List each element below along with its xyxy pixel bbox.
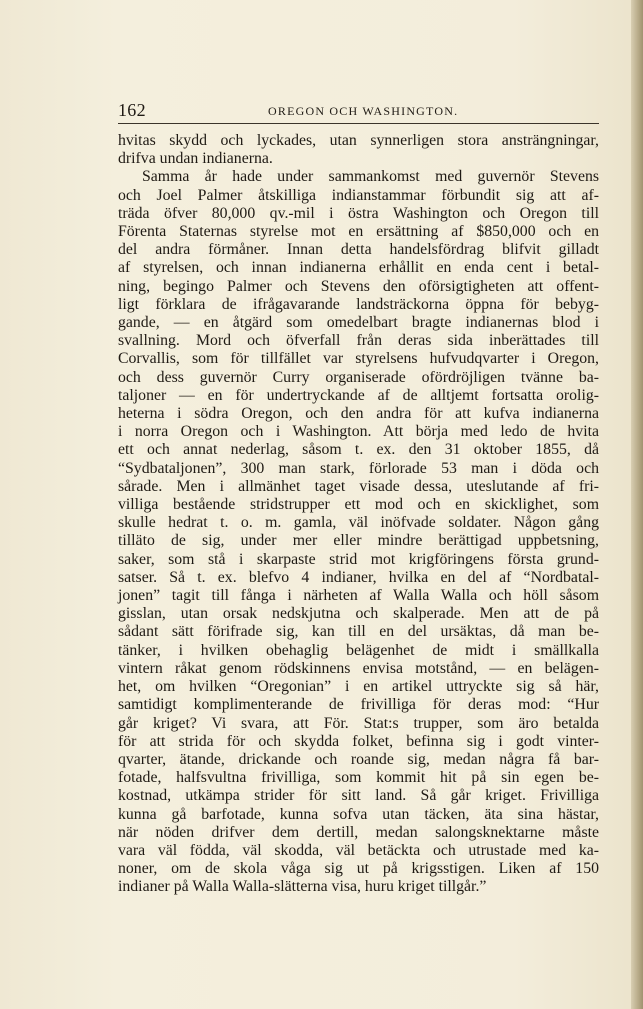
text-line: fotade, halfsvultna frivilliga, som kommit hit på sin egen be- xyxy=(118,769,599,787)
page-number: 162 xyxy=(118,100,146,120)
text-line: och dess guvernör Curry organiserade ofördröjligen tvänne ba- xyxy=(118,368,599,386)
running-title: OREGON OCH WASHINGTON. xyxy=(268,104,459,118)
text-line: Förenta Staternas styrelse mot en ersättning af $850,000 och en xyxy=(118,223,599,241)
text-line: del andra förmåner. Innan detta handelsfördrag blifvit gilladt xyxy=(118,241,599,259)
text-line: taljoner — en för undertryckande af de alltjemt fortsatta orolig- xyxy=(118,386,599,404)
text-line: ligt förklara de ifrågavarande landsträckorna öppna för bebyg- xyxy=(118,295,599,313)
text-line: för att strida för och skydda folket, befinna sig i godt vinter- xyxy=(118,732,599,750)
text-line: när nöden drifver dem dertill, medan salongsknektarne måste xyxy=(118,823,599,841)
text-line: villiga bestående stridstrupper ett mod och en skicklighet, som xyxy=(118,496,599,514)
text-line: qvarter, ätande, drickande och roande sig, medan några få bar- xyxy=(118,750,599,768)
text-line: drifva undan indianerna. xyxy=(118,150,273,168)
text-line: svallning. Mord och öfverfall från deras sida inberättades till xyxy=(118,332,599,350)
text-line: kostnad, utkämpa strider för sitt land. Så går kriget. Frivilliga xyxy=(118,787,599,805)
text-line: jonen” tagit till fånga i närheten af Walla Walla och höll såsom xyxy=(118,587,599,605)
text-line: ning, begingo Palmer och Stevens den oförsigtigheten att offent- xyxy=(118,277,599,295)
page-binding-edge xyxy=(631,0,643,1009)
text-line: tilläto de sig, under mer eller mindre berättigad uppbetsning, xyxy=(118,532,599,550)
text-line: kunna gå barfotade, kunna sofva utan täcken, äta sina hästar, xyxy=(118,805,599,823)
text-line: Corvallis, som för tillfället var styrelsens hufvudqvarter i Oregon, xyxy=(118,350,599,368)
text-line: hvitas skydd och lyckades, utan synnerligen stora ansträngningar, xyxy=(118,132,599,149)
body-text xyxy=(118,132,599,897)
text-line: gande, — en åtgärd som omedelbart bragte indianernas blod i xyxy=(118,314,599,332)
text-line: vara väl födda, väl skodda, väl betäckta och utrustade med ka- xyxy=(118,841,599,859)
text-line: Samma år hade under sammankomst med guvernör Stevens xyxy=(142,168,599,186)
text-line: och Joel Palmer åtskilliga indianstammar förbundit sig att af- xyxy=(118,186,599,204)
text-line: saker, som stå i skarpaste strid mot krigföringens första grund- xyxy=(118,550,599,568)
text-line: vintern råkat genom rödskinnens envisa motstånd, — en belägen- xyxy=(118,659,599,677)
text-line: tänker, i hvilken obehaglig belägenhet de midt i smällkalla xyxy=(118,641,599,659)
text-line: satser. Så t. ex. blefvo 4 indianer, hvilka en del af “Nordbatal- xyxy=(118,568,599,586)
text-line: noner, om de skola våga sig ut på krigsstigen. Liken af 150 xyxy=(118,860,599,878)
text-line: heterna i södra Oregon, och den andra för att kufva indianerna xyxy=(118,405,599,423)
text-line: träda öfver 80,000 qv.-mil i östra Washington och Oregon till xyxy=(118,204,599,222)
text-line: gisslan, utan orsak nedskjutna och skalperade. Men att de på xyxy=(118,605,599,623)
header-rule xyxy=(118,123,599,124)
text-line: i norra Oregon och i Washington. Att börja med ledo de hvita xyxy=(118,423,599,441)
text-line: “Sydbataljonen”, 300 man stark, förlorade 53 man i döda och xyxy=(118,459,599,477)
text-line: ett och annat nederlag, såsom t. ex. den 31 oktober 1855, då xyxy=(118,441,599,459)
text-line: af styrelsen, och innan indianerna erhållit en enda cent i betal- xyxy=(118,259,599,277)
text-line: indianer på Walla Walla-slätterna visa, huru kriget tillgår.” xyxy=(118,878,487,896)
running-header xyxy=(118,100,598,122)
text-line: går kriget? Vi svara, att För. Stat:s trupper, som äro betalda xyxy=(118,714,599,732)
text-line: het, om hvilken “Oregonian” i en artikel uttryckte sig så här, xyxy=(118,678,599,696)
text-line: samtidigt komplimenterande de frivilliga för deras mod: “Hur xyxy=(118,696,599,714)
text-line: skulle hedrat t. o. m. gamla, väl inöfvade soldater. Någon gång xyxy=(118,514,599,532)
text-line: sårade. Men i allmänhet taget visade dessa, uteslutande af fri- xyxy=(118,477,599,495)
text-line: sådant sätt förifrade sig, kan till en del ursäktas, då man be- xyxy=(118,623,599,641)
